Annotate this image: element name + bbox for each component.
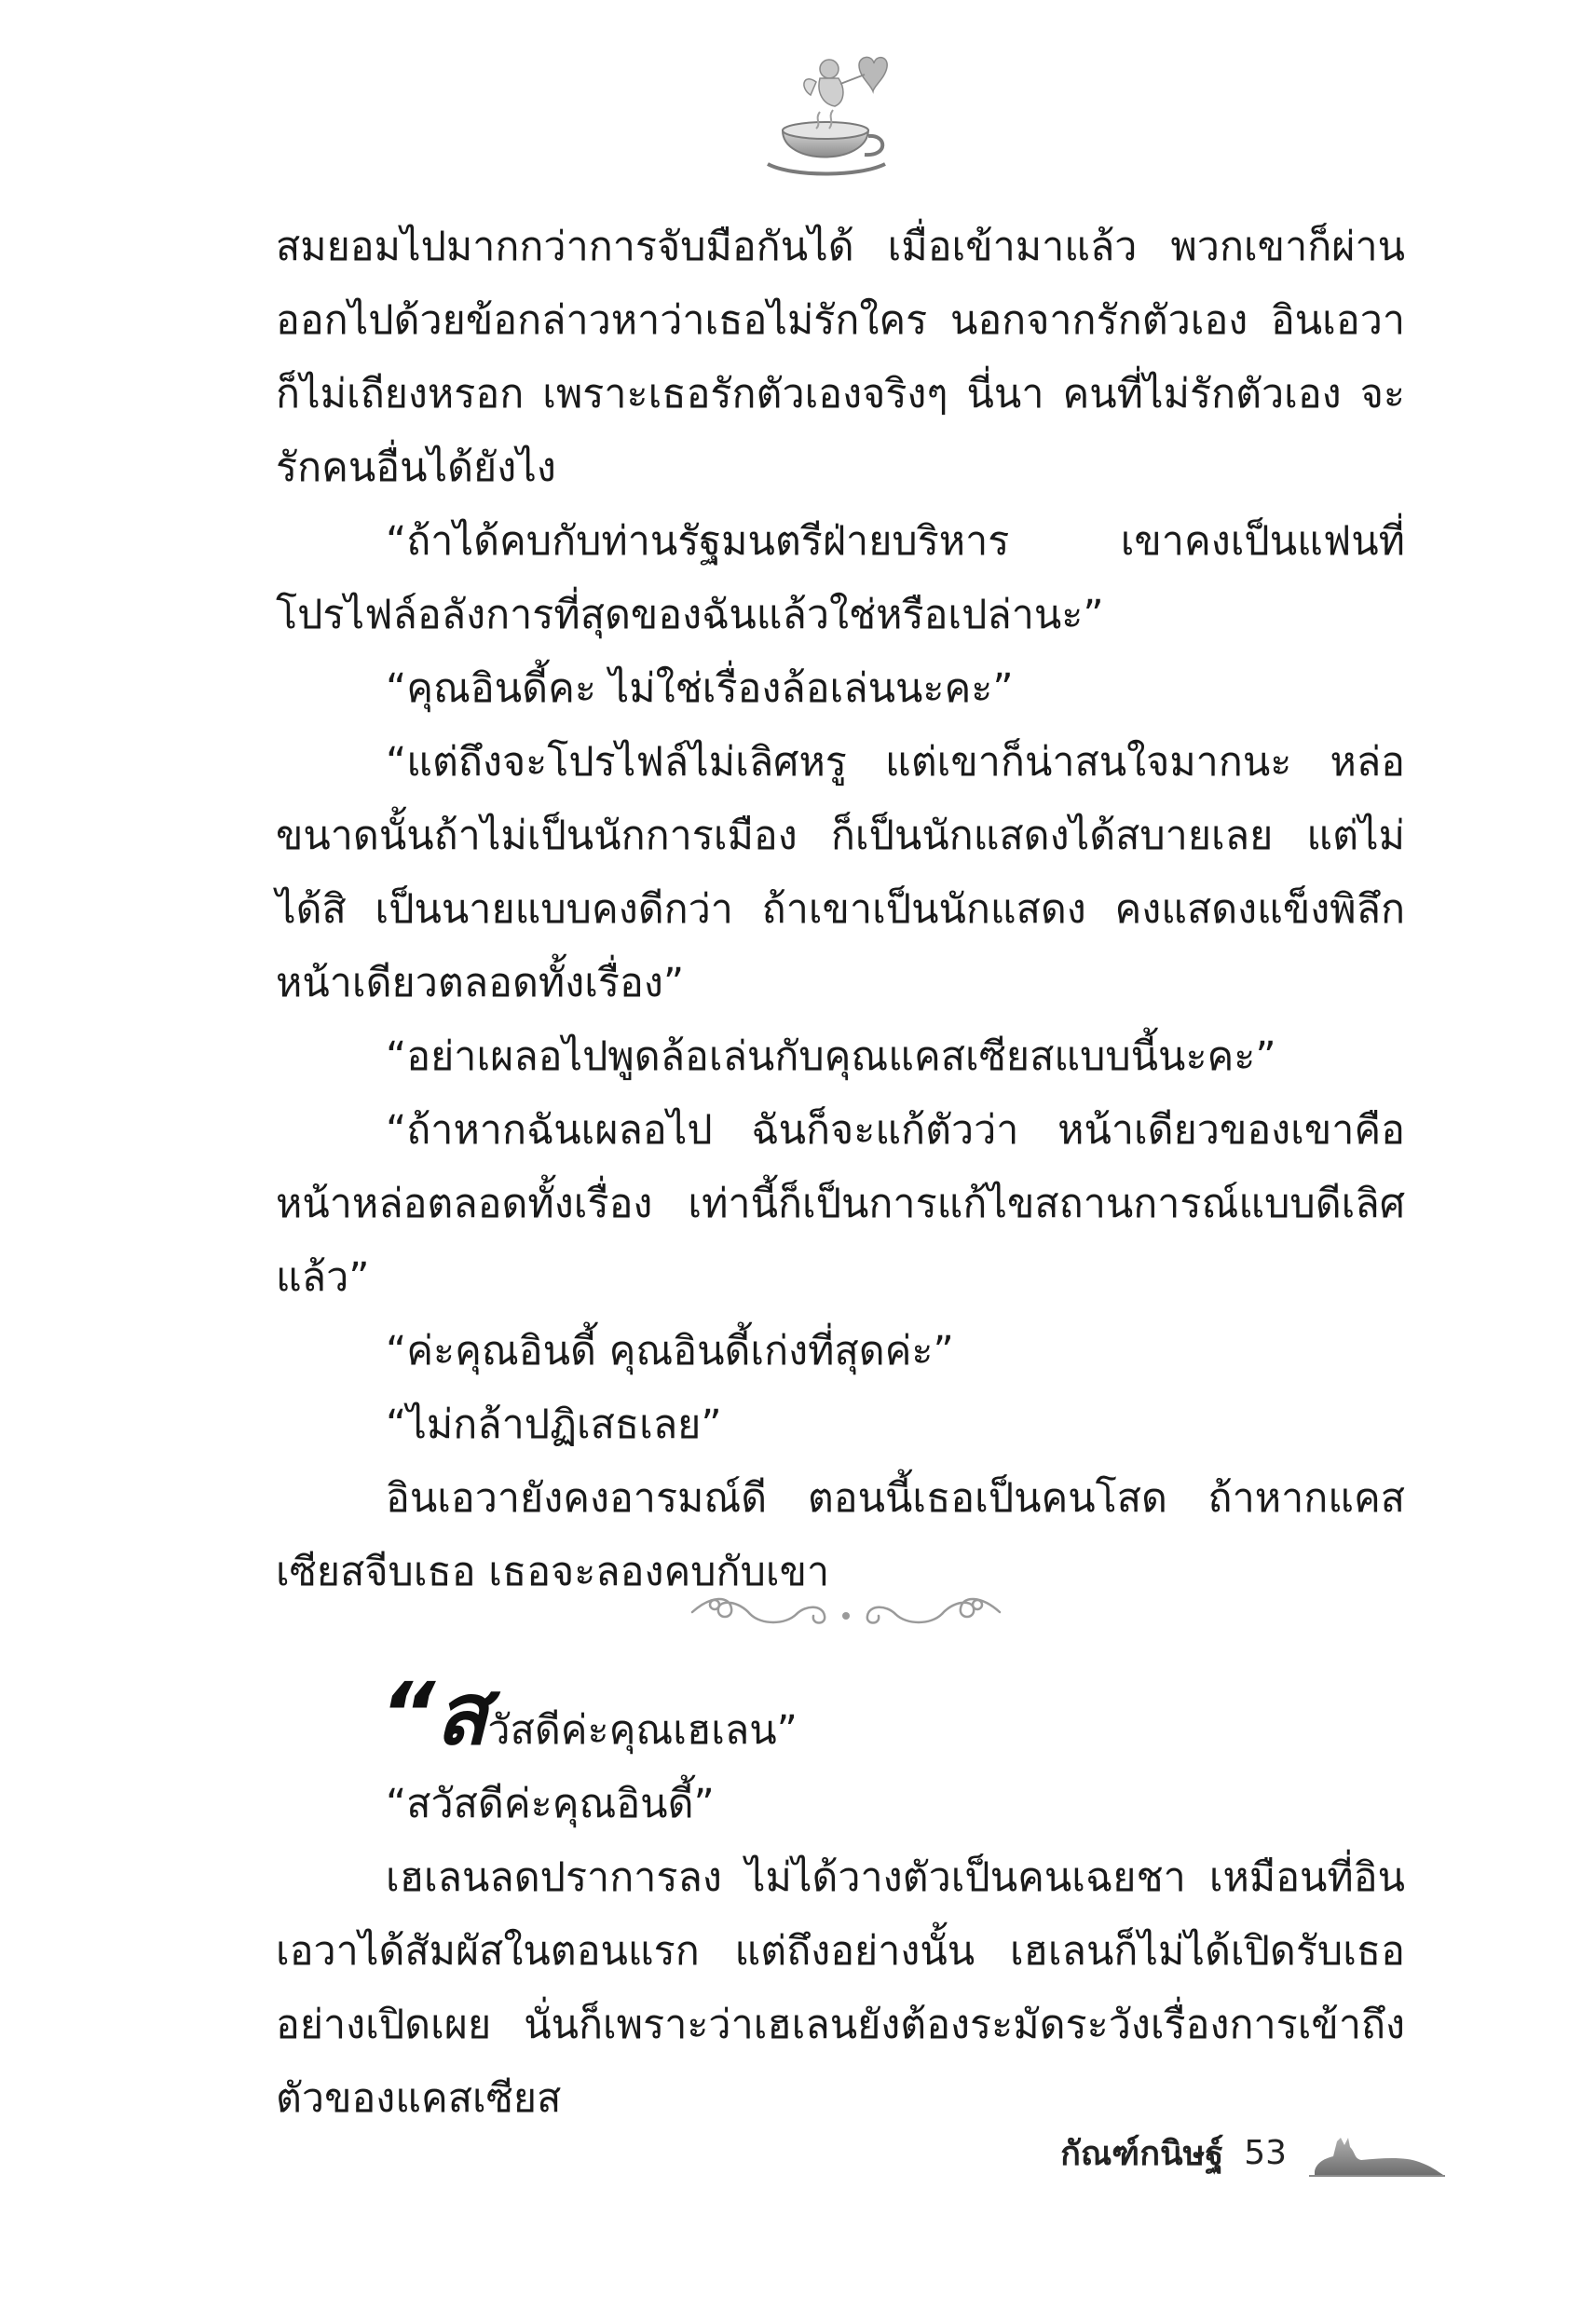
paragraph: “ถ้าได้คบกับท่านรัฐมนตรีฝ่ายบริหาร เขาคงเป็นแฟนที่โปรไฟล์อลังการที่สุดของฉันแล้วใช่หรือเปล่านะ” [276,518,1405,638]
chapter-opening-line [276,1664,1405,1768]
paragraph: “ไม่กล้าปฏิเสธเลย” [386,1402,722,1448]
teacup-cupid-icon [755,45,904,185]
book-title: กัณฑ์กนิษฐ์ [1060,2134,1224,2173]
opening-line-rest: วัสดีค่ะคุณเฮเลน” [487,1707,798,1754]
body-text-section-1 [276,211,1405,1609]
paragraph: “อย่าเผลอไปพูดล้อเล่นกับคุณแคสเซียสแบบนี้นะคะ” [386,1033,1276,1080]
opening-quote-mark: “ [380,1664,436,1764]
lying-dog-icon [1307,2125,1447,2181]
paragraph: สมยอมไปมากกว่าการจับมือกันได้ เมื่อเข้ามาแล้ว พวกเขาก็ผ่านออกไปด้วยข้อกล่าวหาว่าเธอไม่รักใคร นอกจากรักตัวเอง อินเอวาก็ไม่เถียงหรอก เพราะเธอรักตัวเองจริงๆ นี่นา คนที่ไม่รักตัวเอง จะรักคนอื่นได้ยังไง [276,224,1405,491]
paragraph: อินเอวายังคงอารมณ์ดี ตอนนี้เธอเป็นคนโสด ถ้าหากแคสเซียสจีบเธอ เธอจะลองคบกับเขา [276,1475,1405,1595]
paragraph: เฮเลนลดปราการลง ไม่ได้วางตัวเป็นคนเฉยชา เหมือนที่อินเอวาได้สัมผัสในตอนแรก แต่ถึงอย่างนั้น เฮเลนก็ไม่ได้เปิดรับเธออย่างเปิดเผย นั่นก็เพราะว่าเฮเลนยังต้องระมัดระวังเรื่องการเข้าถึงตัวของแคสเซียส [276,1854,1405,2122]
paragraph: “ค่ะคุณอินดี้ คุณอินดี้เก่งที่สุดค่ะ” [386,1328,954,1374]
page-footer [1060,2125,1447,2181]
page-number: 53 [1244,2133,1287,2172]
paragraph: “แต่ถึงจะโปรไฟล์ไม่เลิศหรู แต่เขาก็น่าสนใจมากนะ หล่อขนาดนั้นถ้าไม่เป็นนักการเมือง ก็เป็นนักแสดงได้สบายเลย แต่ไม่ได้สิ เป็นนายแบบคงดีกว่า ถ้าเขาเป็นนักแสดง คงแสดงแข็งพิลึก หน้าเดียวตลอดทั้งเรื่อง” [276,739,1405,1006]
paragraph: “คุณอินดี้คะ ไม่ใช่เรื่องล้อเล่นนะคะ” [386,665,1014,712]
paragraph: “สวัสดีค่ะคุณอินดี้” [386,1781,715,1827]
flourish-divider-icon [683,1577,1009,1642]
drop-cap: ส [435,1664,488,1764]
body-text-section-2 [276,1664,1405,2136]
paragraph: “ถ้าหากฉันเผลอไป ฉันก็จะแก้ตัวว่า หน้าเดียวของเขาคือหน้าหล่อตลอดทั้งเรื่อง เท่านี้ก็เป็นการแก้ไขสถานการณ์แบบดีเลิศแล้ว” [276,1107,1405,1301]
